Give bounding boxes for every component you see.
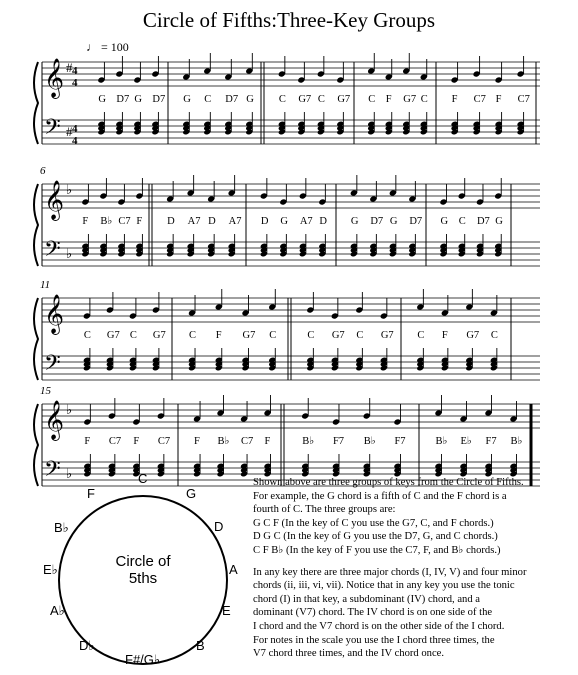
key-signature: #: [66, 124, 73, 139]
measure-number: 6: [40, 165, 46, 177]
treble-clef-icon: 𝄞: [44, 400, 65, 440]
chord-symbol: G7: [152, 330, 166, 341]
chord-symbol: C: [189, 330, 197, 341]
chord-symbol: D7: [116, 94, 130, 105]
chord-symbol: F: [441, 330, 448, 341]
chord-symbol: G: [246, 94, 254, 105]
chord-symbol: C: [317, 94, 325, 105]
chord-symbol: G7: [331, 330, 345, 341]
text-line: For notes in the scale you use the I chord three times, the: [253, 634, 495, 646]
time-signature: 4: [72, 123, 78, 135]
page-title: Circle of Fifths:Three-Key Groups: [142, 8, 436, 32]
chord-symbol: F: [84, 436, 91, 447]
chord-symbol: A7: [299, 216, 313, 227]
chord-symbol: B♭: [435, 436, 448, 447]
key-f: F: [87, 486, 95, 501]
measure-number: 11: [40, 279, 51, 291]
bass-clef-icon: 𝄢: [44, 237, 61, 267]
chord-symbol: B♭: [510, 436, 523, 447]
text-line: I chord and the V7 chord is on the other side of the I chord.: [253, 620, 505, 632]
chord-symbol: G7: [242, 330, 256, 341]
circle-center-line1: Circle of: [115, 553, 171, 570]
text-line: D G C (In the key of G you use the D7, G, and C chords.): [253, 531, 498, 543]
chord-symbol: F: [82, 216, 89, 227]
key-signature: ♭: [66, 466, 73, 481]
chord-symbol: G: [98, 94, 106, 105]
chord-symbol: A7: [187, 216, 201, 227]
chord-symbol: G: [440, 216, 449, 227]
chord-symbol: B♭: [100, 216, 113, 227]
chord-symbol: C: [490, 330, 498, 341]
chord-symbol: C7: [241, 436, 254, 447]
brace: [34, 184, 38, 266]
text-line: For example, the G chord is a fifth of C and the F chord is a: [253, 490, 507, 502]
key-b-flat: B♭: [54, 520, 69, 535]
key-c: C: [138, 471, 148, 486]
treble-clef-icon: 𝄞: [44, 294, 65, 334]
chord-symbol: G7: [466, 330, 480, 341]
chord-symbol: G7: [380, 330, 394, 341]
chord-symbol: F7: [485, 436, 497, 447]
bass-clef-icon: 𝄢: [44, 115, 61, 145]
measure-number: 15: [40, 385, 51, 397]
chord-symbol: C: [278, 94, 286, 105]
chord-symbol: C: [417, 330, 425, 341]
treble-clef-icon: 𝄞: [44, 180, 65, 220]
text-line: fourth of C. The three groups are:: [253, 504, 396, 516]
time-signature: 4: [72, 135, 78, 147]
chord-symbol: A7: [228, 216, 242, 227]
circle-of-fifths: [0, 470, 250, 670]
chord-symbol: C7: [108, 436, 122, 447]
explanation-paragraph-2: [253, 566, 571, 661]
key-d: D: [214, 519, 224, 534]
tempo-marking: ♩ = 100: [86, 40, 129, 54]
key-a: A: [229, 562, 238, 577]
text-line: In any key there are three major chords (I, IV, V) and four minor: [253, 566, 527, 578]
bass-clef-icon: 𝄢: [44, 457, 61, 487]
text-line: V7 chord three times, and the IV chord once.: [253, 648, 445, 660]
chord-symbol: D7: [225, 94, 239, 105]
chord-symbol: E♭: [460, 436, 472, 447]
chord-symbol: F: [133, 436, 140, 447]
chord-symbol: F: [215, 330, 222, 341]
chord-symbol: C: [420, 94, 428, 105]
chord-symbol: C7: [473, 94, 486, 105]
circle-center-line2: 5ths: [128, 570, 158, 587]
chord-symbol: G7: [403, 94, 417, 105]
chord-symbol: C: [129, 330, 137, 341]
chord-symbol: G: [389, 216, 398, 227]
key-signature: ♭: [66, 246, 73, 261]
chord-symbol: F: [495, 94, 502, 105]
explanation-text: [253, 476, 571, 661]
text-line: G C F (In the key of C you use the G7, C, and F chords.): [253, 517, 494, 529]
chord-symbol: D: [319, 216, 327, 227]
chord-symbol: C: [307, 330, 315, 341]
chord-symbol: D7: [152, 94, 166, 105]
chord-symbol: G: [350, 216, 359, 227]
key-e-flat: E♭: [43, 562, 58, 577]
chord-symbol: F: [451, 94, 458, 105]
chord-symbol: G7: [106, 330, 120, 341]
chord-symbol: D7: [476, 216, 490, 227]
chord-symbol: C7: [517, 94, 530, 105]
key-f-sharp-g-flat: F#/G♭: [125, 652, 161, 667]
key-a-flat: A♭: [50, 603, 65, 618]
key-g: G: [186, 486, 197, 501]
chord-symbol: D: [260, 216, 269, 227]
text-line: chord (I) in that key, a subdominant (IV) chord, and a: [253, 593, 481, 605]
chord-symbol: C: [458, 216, 466, 227]
chord-symbol: D: [208, 216, 216, 227]
chord-symbol: F: [136, 216, 143, 227]
time-signature: 4: [72, 77, 78, 89]
key-e: E: [222, 603, 231, 618]
chord-symbol: B♭: [363, 436, 376, 447]
chord-symbol: C: [83, 330, 91, 341]
chord-symbol: G7: [298, 94, 312, 105]
chord-symbol: G: [183, 94, 191, 105]
key-signature: #: [66, 60, 73, 75]
chord-symbol: F: [385, 94, 392, 105]
chord-symbol: F: [264, 436, 271, 447]
chord-symbol: C7: [157, 436, 171, 447]
chord-symbol: B♭: [217, 436, 230, 447]
key-d-flat: D♭: [79, 638, 95, 653]
text-line: chords (ii, iii, vi, vii). Notice that in any key you use the tonic: [253, 580, 515, 592]
circle-center-label: [103, 553, 183, 587]
time-signature: 4: [72, 65, 78, 77]
chord-symbol: F7: [394, 436, 406, 447]
key-signature: ♭: [66, 182, 73, 197]
bass-clef-icon: 𝄢: [44, 351, 61, 381]
chord-symbol: C: [204, 94, 212, 105]
text-line: Shown above are three groups of keys from the Circle of Fifths.: [253, 477, 524, 488]
chord-symbol: F: [194, 436, 200, 447]
chord-symbol: C: [269, 330, 277, 341]
chord-symbol: B♭: [302, 436, 315, 447]
chord-symbol: C7: [118, 216, 131, 227]
chord-symbol: G7: [337, 94, 351, 105]
brace: [34, 298, 38, 380]
chord-symbol: G: [495, 216, 503, 227]
explanation-paragraph-1: [253, 476, 571, 558]
key-signature: ♭: [66, 402, 73, 417]
chord-symbol: F7: [332, 436, 345, 447]
chord-symbol: D: [167, 216, 175, 227]
chord-symbol: C: [368, 94, 376, 105]
chord-symbol: C: [356, 330, 364, 341]
chord-symbol: G: [280, 216, 288, 227]
chord-symbol: G: [134, 94, 142, 105]
text-line: dominant (V7) chord. The IV chord is on one side of the: [253, 607, 493, 619]
text-line: C F B♭ (In the key of F you use the C7, F, and B♭ chords.): [253, 544, 501, 556]
chord-symbol: D7: [370, 216, 384, 227]
chord-symbol: D7: [409, 216, 423, 227]
treble-clef-icon: 𝄞: [44, 58, 65, 98]
brace: [34, 62, 38, 144]
key-b: B: [196, 638, 205, 653]
